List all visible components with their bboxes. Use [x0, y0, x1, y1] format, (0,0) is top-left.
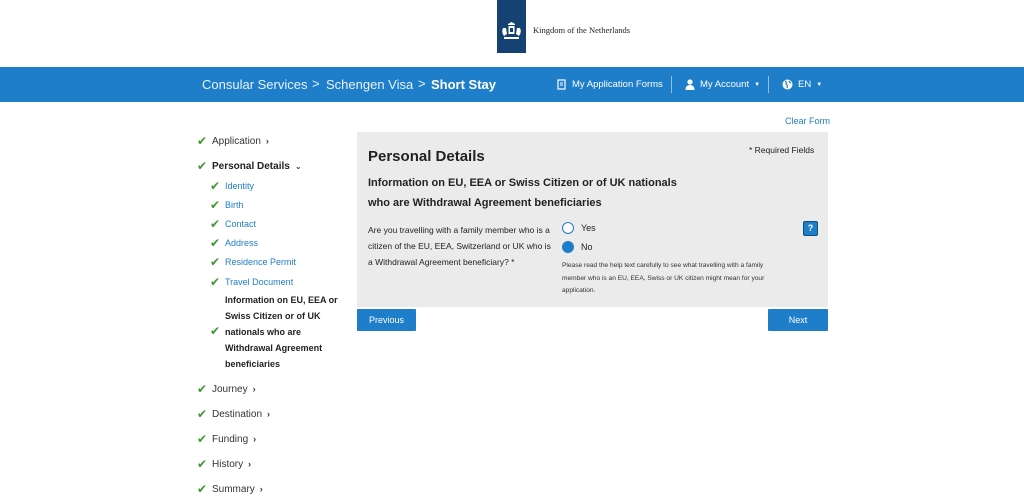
sidebar-subitem-identity[interactable] — [210, 179, 254, 193]
radio-button-yes[interactable] — [562, 222, 574, 234]
sidebar-subitem-label: Travel Document — [225, 277, 294, 287]
radio-label: Yes — [581, 223, 596, 233]
coat-of-arms-icon — [501, 22, 522, 42]
check-icon: ✔ — [210, 255, 221, 269]
sidebar-subitem-birth[interactable] — [210, 198, 244, 212]
brand-text: Kingdom of the Netherlands — [533, 25, 631, 35]
chevron-right-icon: › — [259, 484, 263, 494]
nav-divider — [671, 76, 672, 93]
sidebar-subitem-residence-permit[interactable] — [210, 255, 296, 269]
sidebar-subitem-label: Birth — [225, 200, 244, 210]
sidebar-subitem-travel-document[interactable] — [210, 275, 293, 289]
radio-option-no[interactable] — [562, 241, 593, 253]
check-icon: ✔ — [197, 134, 208, 148]
language-label: EN — [798, 79, 812, 90]
check-icon: ✔ — [210, 324, 221, 338]
previous-button[interactable]: Previous — [357, 309, 416, 331]
check-icon: ✔ — [210, 217, 221, 231]
sidebar-subitem-label: Residence Permit — [225, 257, 297, 267]
form-panel — [357, 132, 828, 307]
question-label: Are you travelling with a family member who is a citizen of the EU, EEA, Switzerland or UK who is a Withdrawal Agreement beneficiary? * — [368, 225, 551, 267]
sidebar-subitem-contact[interactable] — [210, 217, 256, 231]
sidebar-item-personal-details[interactable] — [197, 159, 302, 173]
breadcrumb-short-stay: Short Stay — [431, 77, 497, 92]
sidebar-item-label: Summary — [212, 483, 255, 495]
netherlands-logo[interactable] — [497, 0, 526, 53]
chevron-right-icon: › — [253, 434, 257, 444]
breadcrumb-schengen-visa[interactable]: Schengen Visa — [326, 77, 414, 92]
sidebar-item-application[interactable] — [197, 134, 269, 148]
sidebar-item-label: History — [212, 458, 244, 470]
my-account-menu[interactable] — [685, 79, 760, 90]
radio-option-yes[interactable] — [562, 222, 596, 234]
sidebar-subitem-label: Address — [225, 238, 259, 248]
next-button[interactable]: Next — [768, 309, 828, 331]
sidebar-item-label: Application — [212, 135, 261, 147]
sidebar-subitem-label: Identity — [225, 181, 255, 191]
sidebar-item-journey[interactable] — [197, 382, 256, 396]
language-menu[interactable] — [782, 79, 822, 90]
chevron-right-icon: › — [267, 409, 271, 419]
sidebar-item-label: Personal Details — [212, 160, 290, 172]
check-icon: ✔ — [210, 236, 221, 250]
chevron-right-icon: › — [252, 384, 256, 394]
caret-down-icon: ▼ — [816, 81, 823, 88]
check-icon: ✔ — [197, 159, 208, 173]
chevron-down-icon: ⌄ — [294, 161, 302, 171]
check-icon: ✔ — [210, 198, 221, 212]
sidebar-subitem-label: Contact — [225, 219, 257, 229]
navbar — [0, 67, 1024, 102]
check-icon: ✔ — [197, 432, 208, 446]
check-icon: ✔ — [210, 179, 221, 193]
help-button[interactable]: ? — [803, 221, 818, 236]
radio-button-no[interactable] — [562, 241, 574, 253]
check-icon: ✔ — [197, 482, 208, 496]
help-text: Please read the help text carefully to see what travelling with a family member who is an EU, EEA, Swiss or UK citizen might mean for your application. — [562, 262, 765, 294]
page-title: Personal Details — [368, 148, 485, 165]
sidebar-subitem-current: Information on EU, EEA or Swiss Citizen or of UK nationals who are Withdrawal Agreement beneficiaries — [225, 295, 338, 369]
my-account-label: My Account — [700, 79, 750, 90]
sidebar-item-label: Journey — [212, 383, 248, 395]
sidebar-item-label: Funding — [212, 433, 249, 445]
chevron-right-icon: › — [248, 459, 252, 469]
check-icon: ✔ — [197, 457, 208, 471]
caret-down-icon: ▼ — [754, 81, 761, 88]
user-icon — [685, 79, 695, 90]
clear-form-link[interactable]: Clear Form — [785, 116, 831, 126]
chevron-right-icon: › — [265, 136, 269, 146]
required-fields-note: * Required Fields — [749, 145, 815, 155]
sidebar-item-summary[interactable] — [197, 482, 263, 496]
my-application-forms-label: My Application Forms — [572, 79, 663, 90]
radio-label: No — [581, 242, 593, 252]
globe-icon — [782, 79, 793, 90]
my-application-forms-link[interactable] — [557, 79, 663, 90]
sidebar-item-funding[interactable] — [197, 432, 256, 446]
check-icon: ✔ — [210, 275, 221, 289]
nav-divider — [768, 76, 769, 93]
sidebar-item-label: Destination — [212, 408, 263, 420]
forms-icon — [557, 79, 567, 90]
check-icon: ✔ — [197, 407, 208, 421]
sidebar-subitem-address[interactable] — [210, 236, 258, 250]
breadcrumb-consular-services[interactable]: Consular Services — [202, 77, 308, 92]
breadcrumb-separator: > — [312, 76, 320, 91]
check-icon: ✔ — [197, 382, 208, 396]
sidebar-item-history[interactable] — [197, 457, 251, 471]
section-heading: Information on EU, EEA or Swiss Citizen or of UK nationals who are Withdrawal Agreement beneficiaries — [368, 177, 677, 209]
sidebar-item-destination[interactable] — [197, 407, 270, 421]
top-header — [0, 0, 1024, 67]
breadcrumb-separator: > — [418, 76, 426, 91]
